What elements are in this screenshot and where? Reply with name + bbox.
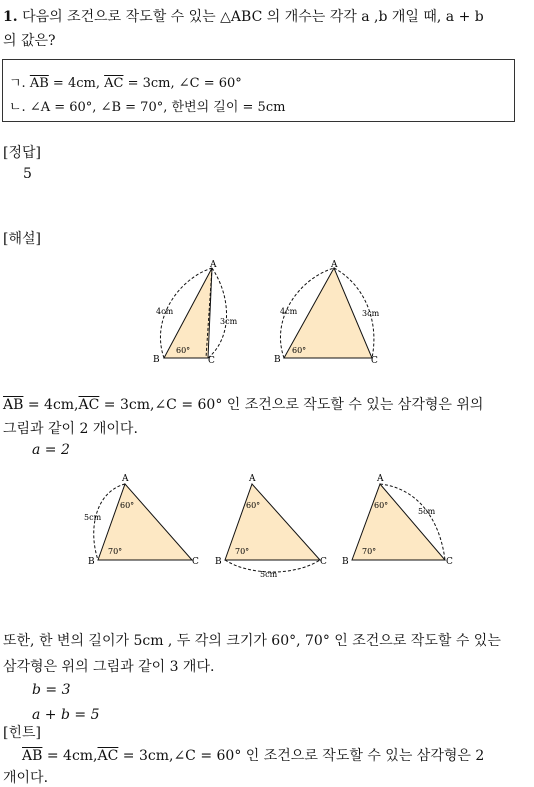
label-60-2: 60° — [292, 346, 307, 355]
answer-header: [정답] — [3, 145, 41, 161]
label-B1: B — [153, 355, 160, 365]
equation-a: a = 2 — [32, 442, 70, 458]
question-text: 다음의 조건으로 작도할 수 있는 △ABC 의 개수는 각각 a ,b 개일 때, a + b — [22, 9, 484, 25]
svg-text:5cm: 5cm — [418, 507, 436, 516]
explanation-p1-line1: $\overline{AB} = 4cm,\overline{AC}$ = 3cm,∠C = 60° 인 조건으로 작도할 수 있는 삼각형은 위의 — [3, 397, 484, 413]
explanation-header: [해설] — [3, 231, 41, 247]
figure-top-triangles — [140, 258, 400, 370]
explanation-p1-line2: 그림과 같이 2 개이다. — [3, 421, 138, 437]
svg-text:C: C — [192, 557, 199, 567]
svg-text:60°: 60° — [374, 501, 389, 510]
label-C1: C — [208, 356, 215, 366]
question-number: 1. — [3, 9, 18, 25]
svg-text:B: B — [88, 557, 95, 567]
label-3cm-1: 3cm — [220, 317, 238, 326]
svg-text:C: C — [320, 557, 327, 567]
svg-text:A: A — [249, 474, 256, 484]
label-B2: B — [274, 355, 281, 365]
question-line-1 — [3, 6, 484, 26]
svg-text:60°: 60° — [246, 501, 261, 510]
hint-line2: 개이다. — [3, 770, 49, 786]
svg-text:5cm: 5cm — [260, 570, 278, 579]
answer-value: 5 — [23, 166, 32, 182]
condition-2: ㄴ. ∠A = 60°, ∠B = 70°, 한변의 길이 = 5cm — [9, 100, 286, 115]
segment-ac: $\overline{AC}$ — [104, 76, 124, 91]
svg-text:5cm: 5cm — [84, 513, 102, 522]
svg-text:C: C — [446, 557, 453, 567]
svg-text:70°: 70° — [362, 547, 377, 556]
explanation-p2-line1: 또한, 한 변의 길이가 5cm , 두 각의 크기가 60°, 70° 인 조건으로 작도할 수 있는 — [3, 633, 501, 649]
label-4cm-2: 4cm — [280, 307, 298, 316]
label-A1: A — [210, 260, 217, 270]
svg-text:A: A — [122, 474, 129, 484]
svg-text:A: A — [377, 474, 384, 484]
svg-text:60°: 60° — [120, 501, 135, 510]
svg-text:70°: 70° — [108, 547, 123, 556]
svg-text:70°: 70° — [235, 547, 250, 556]
question-line-2: 의 값은? — [3, 33, 56, 49]
label-3cm-2: 3cm — [362, 309, 380, 318]
svg-text:B: B — [342, 557, 349, 567]
segment-ab: $\overline{AB}$ — [29, 76, 49, 91]
condition-1: ㄱ. $\overline{AB} = 4cm$, $\overline{AC} = 3cm$, ∠C = 60° — [9, 76, 242, 91]
figure-bottom-triangles — [80, 470, 460, 582]
label-4cm-1: 4cm — [156, 307, 174, 316]
hint-header: [힌트] — [3, 725, 41, 741]
svg-text:B: B — [215, 557, 222, 567]
equation-b: b = 3 — [32, 682, 71, 698]
label-A2: A — [331, 260, 338, 270]
triangle-2 — [284, 268, 372, 358]
hint-line1: $\overline{AB} = 4cm,\overline{AC}$ = 3cm,∠C = 60° 인 조건으로 작도할 수 있는 삼각형은 2 — [22, 748, 485, 764]
equation-sum: a + b = 5 — [32, 707, 100, 723]
explanation-p2-line2: 삼각형은 위의 그림과 같이 3 개다. — [3, 659, 215, 675]
label-C2: C — [371, 356, 378, 366]
label-60-1: 60° — [176, 346, 191, 355]
